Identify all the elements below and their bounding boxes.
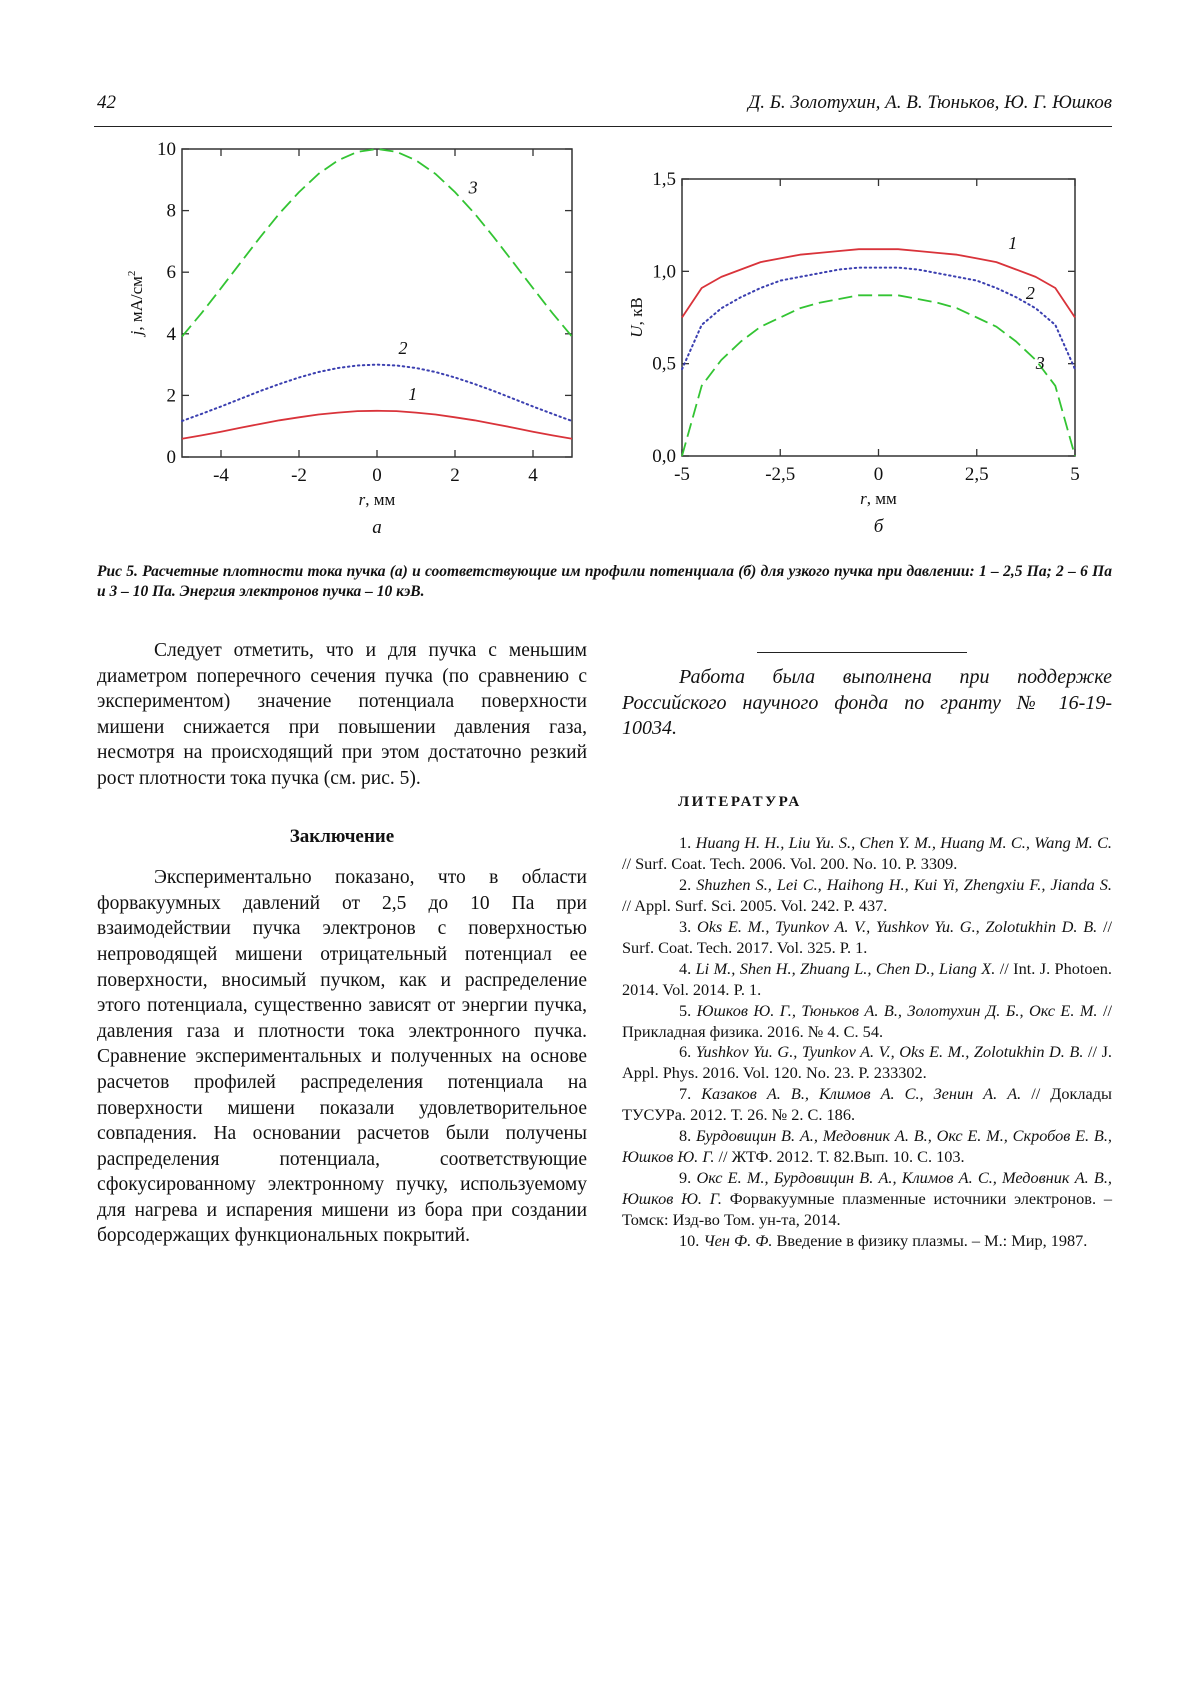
reference-authors: Oks E. M., Tyunkov A. V., Yushkov Yu. G., Zolotukhin D. B. xyxy=(696,917,1098,936)
x-tick-label: 2,5 xyxy=(964,464,989,485)
y-tick-label: 8 xyxy=(166,200,176,222)
reference-authors: Shuzhen S., Lei C., Haihong H., Kui Yi, Zhengxiu F., Jianda S. xyxy=(696,875,1112,895)
reference-source: // Surf. Coat. Tech. 2017. Vol. 325. P. 1. xyxy=(622,917,1113,957)
series-label: 3 xyxy=(1035,353,1045,374)
reference-source: // Прикладная физика. 2016. № 4. С. 54. xyxy=(622,1000,1112,1041)
reference-item xyxy=(622,1001,1112,1043)
reference-authors: Бурдовицин В. А., Медовник А. В., Окс Е. М., Скробов Е. В., Юшков Ю. Г. xyxy=(622,1126,1112,1166)
reference-source: // Surf. Coat. Tech. 2006. Vol. 200. No. 10. P. 3309. xyxy=(622,854,958,874)
right-column xyxy=(622,652,1112,1252)
chart-current-density xyxy=(0,0,600,550)
x-tick-label: 0 xyxy=(372,465,382,486)
references-heading: ЛИТЕРАТУРА xyxy=(678,793,802,810)
x-tick-label: -5 xyxy=(674,464,690,485)
reference-source: Введение в физику плазмы. – М.: Мир, 1987. xyxy=(776,1230,1088,1250)
x-axis-label: r, мм xyxy=(860,489,897,508)
reference-source: // ЖТФ. 2012. Т. 82.Вып. 10. С. 103. xyxy=(718,1146,965,1166)
figure-caption: Рис 5. Расчетные плотности тока пучка (а) и соответствующие им профили потенциала (б) для узкого пучка при давлении: 1 – 2,5 Па; 2 – 6 Па и 3 – 10 Па. Энергия электронов пучка – 10 кэВ. xyxy=(97,563,1112,600)
series-line-1 xyxy=(682,249,1075,317)
reference-item xyxy=(622,917,1112,959)
page-number: 42 xyxy=(97,92,116,113)
acknowledgement: Работа была выполнена при поддержке Российского научного фонда по гранту № 16-19-10034. xyxy=(622,666,1112,740)
panel-label: а xyxy=(372,517,382,538)
series-label: 2 xyxy=(1025,283,1035,304)
reference-authors: Чен Ф. Ф. xyxy=(703,1230,773,1250)
reference-item xyxy=(622,833,1112,875)
y-tick-label: 2 xyxy=(166,385,176,407)
reference-item xyxy=(622,1126,1112,1168)
reference-number: 9. xyxy=(679,1167,692,1187)
series-line-3 xyxy=(182,149,572,337)
reference-number: 3. xyxy=(679,917,692,936)
x-tick-label: -2,5 xyxy=(765,464,796,485)
reference-authors: Казаков А. В., Климов А. С., Зенин А. А. xyxy=(701,1084,1022,1104)
reference-number: 7. xyxy=(679,1084,692,1104)
left-column xyxy=(97,638,587,1249)
series-line-2 xyxy=(682,268,1075,370)
x-tick-label: -4 xyxy=(213,465,229,486)
x-tick-label: 0 xyxy=(873,464,884,485)
reference-number: 1. xyxy=(679,833,692,853)
plot-frame xyxy=(682,179,1075,456)
reference-item xyxy=(622,1231,1112,1252)
y-tick-label: 0,0 xyxy=(652,446,676,467)
reference-source: // Int. J. Photoen. 2014. Vol. 2014. P. 1. xyxy=(622,958,1112,999)
reference-number: 10. xyxy=(679,1230,700,1250)
x-tick-label: 4 xyxy=(528,465,538,486)
reference-item xyxy=(622,875,1112,917)
reference-number: 4. xyxy=(679,958,692,978)
x-axis-label: r, мм xyxy=(358,490,396,509)
series-label: 1 xyxy=(408,384,418,405)
y-tick-label: 4 xyxy=(166,323,176,345)
y-tick-label: 6 xyxy=(166,262,176,284)
y-tick-label: 10 xyxy=(157,139,176,160)
reference-item xyxy=(622,959,1112,1001)
series-label: 1 xyxy=(1008,233,1018,254)
series-label: 3 xyxy=(468,177,478,198)
series-line-2 xyxy=(182,365,572,421)
reference-number: 5. xyxy=(679,1000,692,1020)
y-axis-label: U, кВ xyxy=(627,297,646,338)
section-heading: Заключение xyxy=(289,825,395,847)
chart-potential-profile xyxy=(600,0,1200,550)
body-paragraph: Экспериментально показано, что в области форвакуумных давлений от 2,5 до 10 Па при взаимодействии пучка электронов с поверхностью непроводящей мишени отрицательный потенциал ее поверхности, вносимый пучком, как и распределение этого потенциала, существенно зависят от энергии пучка, давления газа и плотности тока электронного пучка. Сравнение экспериментальных и полученных на основе расчетов профилей распределения потенциала на поверхности мишени показали удовлетворительное совпадения. На основании расчетов были получены распределения потенциала, соответствующие сфокусированному электронному пучку, используемому для нагрева и испарения мишени из бора при создании борсодержащих функциональных покрытий. xyxy=(97,867,587,1247)
reference-item xyxy=(622,1168,1112,1231)
series-line-3 xyxy=(682,295,1075,456)
reference-authors: Huang H. H., Liu Yu. S., Chen Y. M., Huang M. C., Wang M. C. xyxy=(695,833,1112,853)
x-tick-label: -2 xyxy=(291,465,307,486)
reference-item xyxy=(622,1084,1112,1126)
reference-source: Форвакуумные плазменные источники электронов. – Томск: Изд-во Том. ун-та, 2014. xyxy=(622,1188,1112,1229)
separator-line xyxy=(757,652,967,653)
reference-authors: Yushkov Yu. G., Tyunkov A. V., Oks E. M., Zolotukhin D. B. xyxy=(695,1042,1084,1062)
running-header-authors: Д. Б. Золотухин, А. В. Тюньков, Ю. Г. Юшков xyxy=(748,92,1112,113)
reference-authors: Li M., Shen H., Zhuang L., Chen D., Liang X. xyxy=(695,958,996,978)
reference-item xyxy=(622,1042,1112,1084)
panel-label: б xyxy=(873,516,884,537)
series-line-1 xyxy=(182,411,572,439)
reference-authors: Юшков Ю. Г., Тюньков А. В., Золотухин Д. Б., Окс Е. М. xyxy=(696,1000,1098,1020)
x-tick-label: 5 xyxy=(1070,464,1080,485)
references-list xyxy=(622,833,1112,1251)
y-tick-label: 1,5 xyxy=(652,169,676,190)
reference-source: // J. Appl. Phys. 2016. Vol. 120. No. 23. P. 233302. xyxy=(622,1042,1112,1083)
reference-source: // Доклады ТУСУРа. 2012. Т. 26. № 2. С. 186. xyxy=(622,1084,1112,1125)
reference-number: 8. xyxy=(679,1126,692,1146)
y-tick-label: 0 xyxy=(166,447,176,468)
reference-authors: Окс Е. М., Бурдовицин В. А., Климов А. С., Медовник А. В., Юшков Ю. Г. xyxy=(622,1167,1112,1208)
y-tick-label: 0,5 xyxy=(652,353,676,375)
reference-number: 6. xyxy=(679,1042,692,1062)
series-label: 2 xyxy=(398,337,408,358)
reference-source: // Appl. Surf. Sci. 2005. Vol. 242. P. 437. xyxy=(622,896,888,916)
x-tick-label: 2 xyxy=(450,465,460,486)
reference-number: 2. xyxy=(679,875,692,895)
y-tick-label: 1,0 xyxy=(652,261,676,283)
body-paragraph: Следует отметить, что и для пучка с меньшим диаметром поперечного сечения пучка (по сравнению с экспериментом) значение потенциала поверхности мишени снижается при повышении давления газа, несмотря на происходящий при этом достаточно резкий рост плотности тока пучка (см. рис. 5). xyxy=(97,640,587,789)
y-axis-label: j, $мА/см^2$ xyxy=(126,270,146,336)
